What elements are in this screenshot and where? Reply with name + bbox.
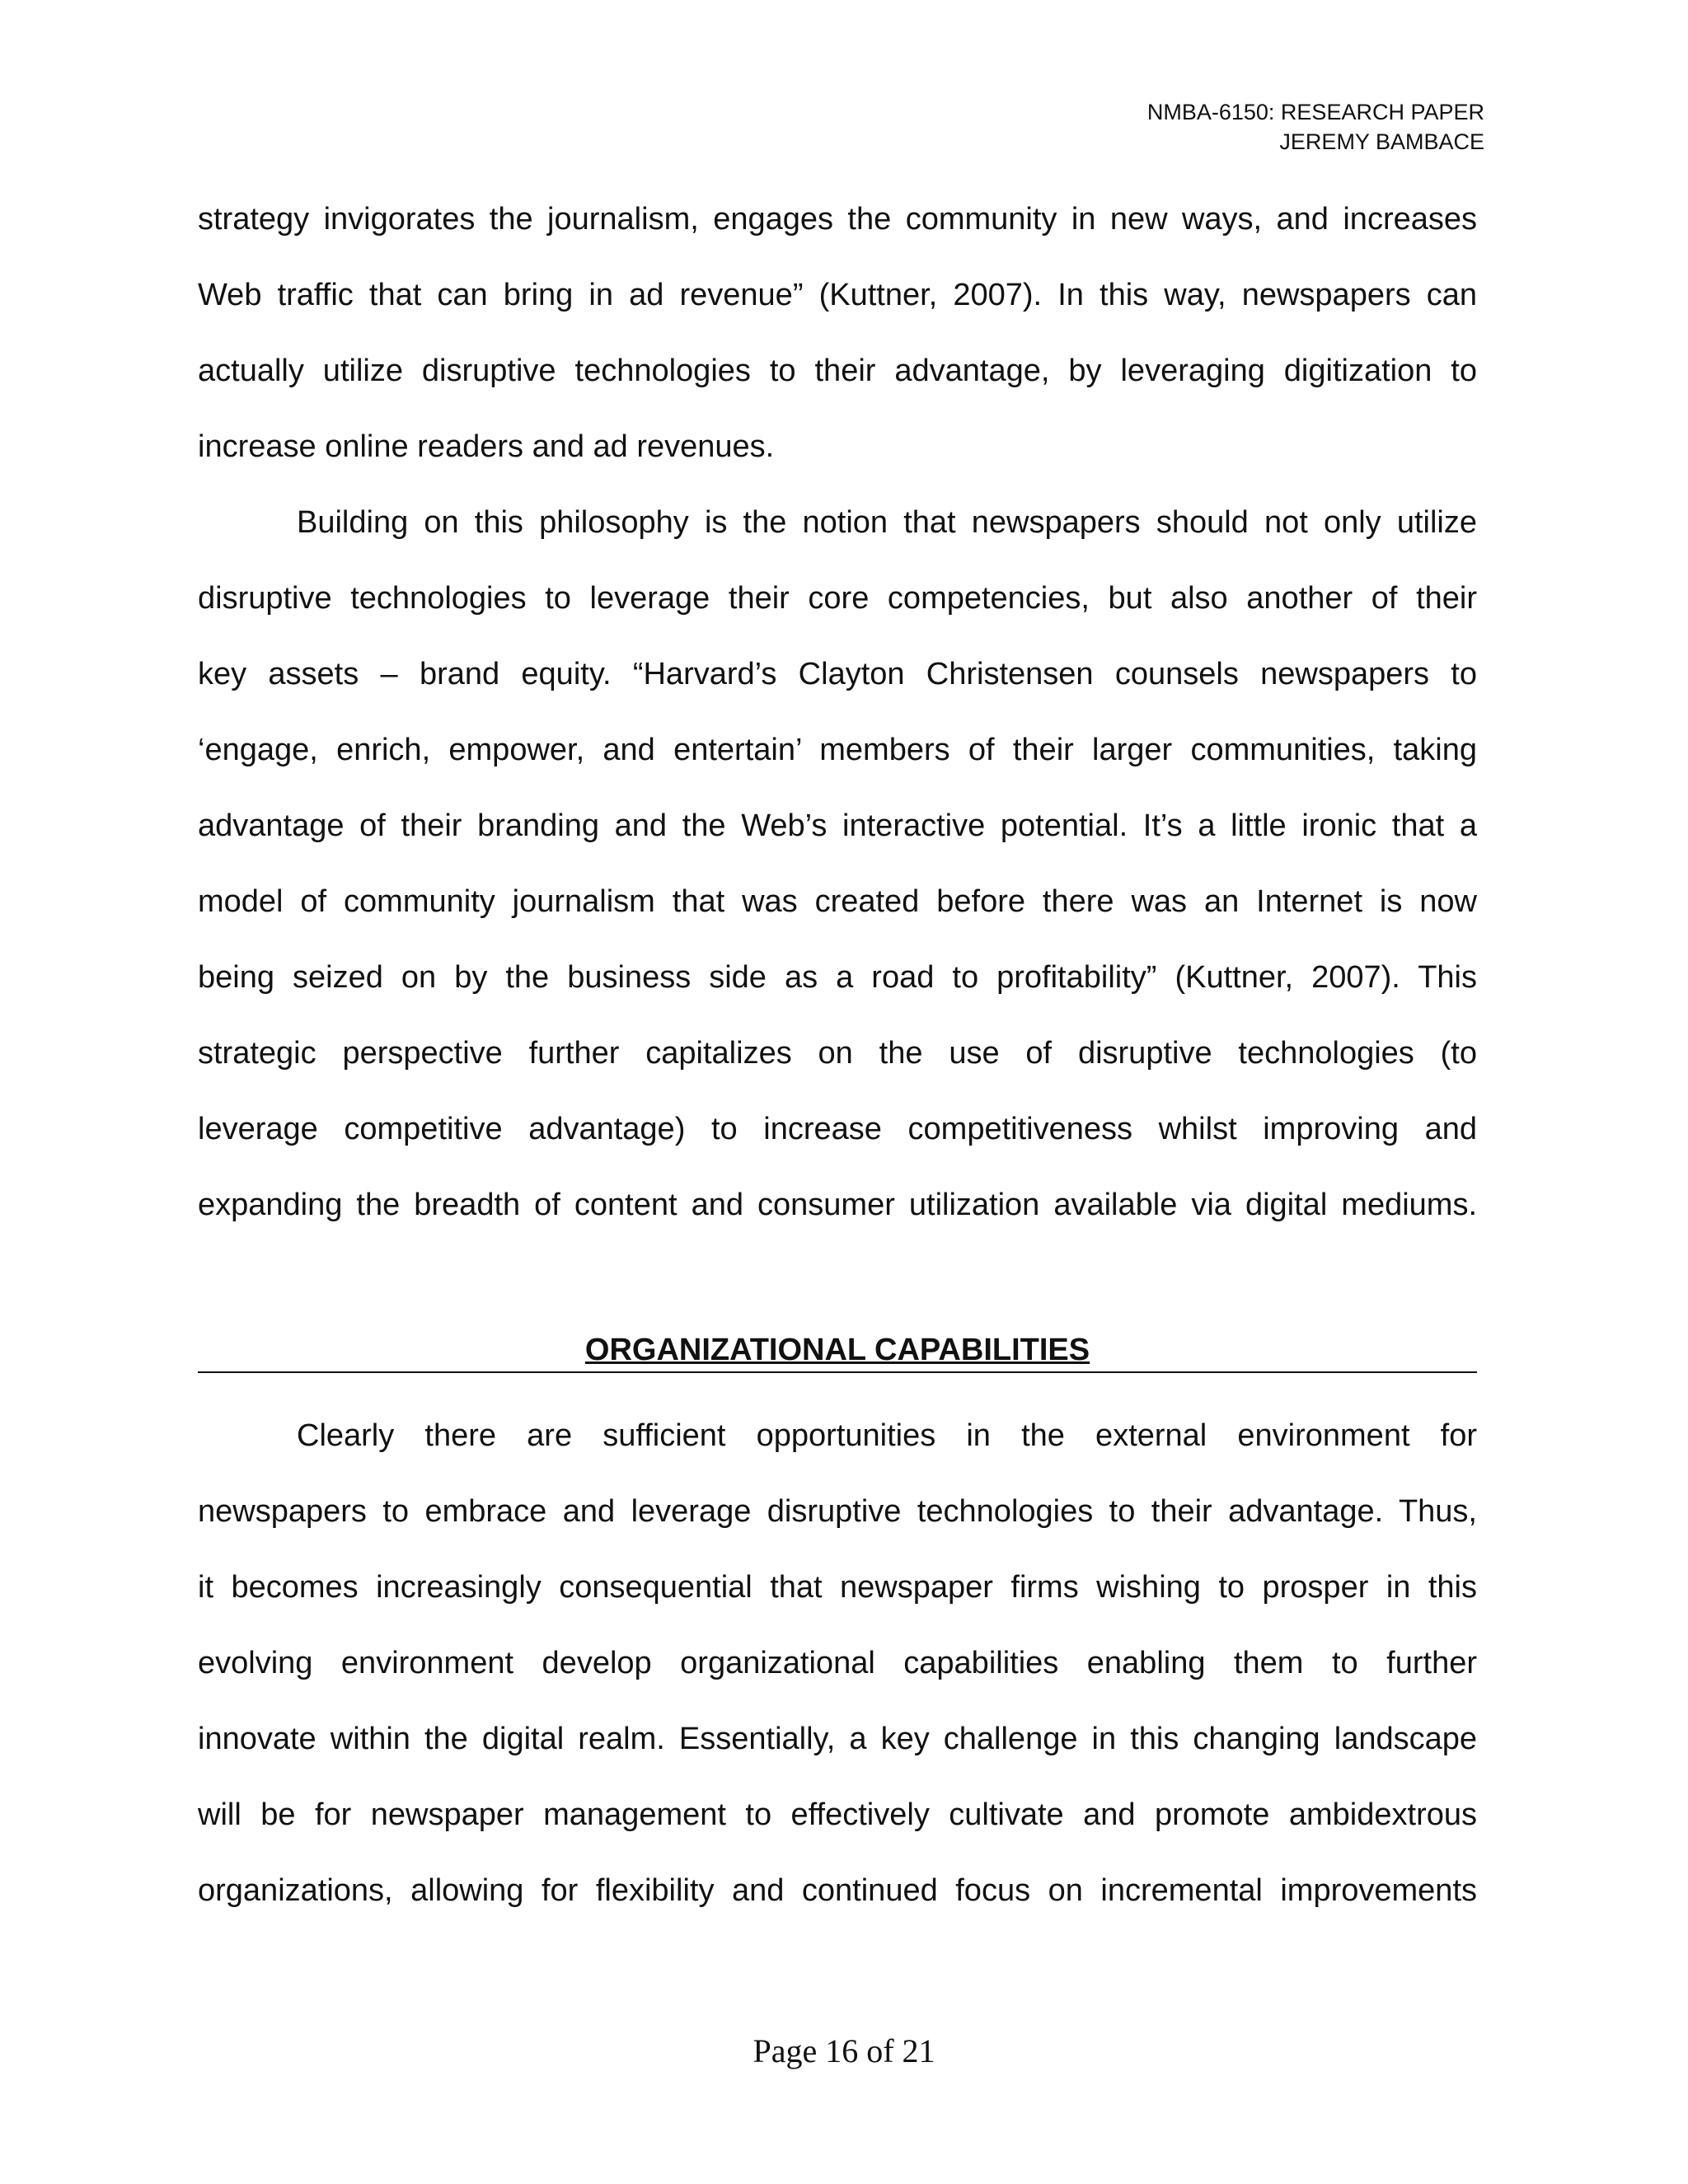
paragraph-line: actually utilize disruptive technologies to their advantage, by leveraging digitization to xyxy=(198,354,1477,388)
paragraph-line: Web traffic that can bring in ad revenue” (Kuttner, 2007). In this way, newspapers can xyxy=(198,278,1477,312)
author-name: JEREMY BAMBACE xyxy=(1279,129,1484,154)
paragraph-line: Building on this philosophy is the notion that newspapers should not only utilize xyxy=(297,505,1477,540)
paragraph-line: will be for newspaper management to effectively cultivate and promote ambidextrous xyxy=(198,1797,1477,1832)
paragraph-line: strategic perspective further capitalizes on the use of disruptive technologies (to xyxy=(198,1036,1477,1071)
paragraph-line: disruptive technologies to leverage their core competencies, but also another of their xyxy=(198,581,1477,616)
course-title: NMBA-6150: RESEARCH PAPER xyxy=(1146,100,1484,124)
paragraph-line: organizations, allowing for flexibility and continued focus on incremental improvements xyxy=(198,1873,1477,1908)
paragraph-line: model of community journalism that was created before there was an Internet is now xyxy=(198,884,1477,919)
paragraph-line: Clearly there are sufficient opportunities in the external environment for xyxy=(297,1418,1477,1453)
paragraph-line: expanding the breadth of content and consumer utilization available via digital mediums. xyxy=(198,1188,1477,1222)
paragraph-line: ‘engage, enrich, empower, and entertain’ members of their larger communities, taking xyxy=(198,733,1477,767)
page-header xyxy=(1147,97,1484,157)
paragraph-line: key assets – brand equity. “Harvard’s Clayton Christensen counsels newspapers to xyxy=(198,657,1477,691)
paragraph-line: being seized on by the business side as a road to profitability” (Kuttner, 2007). This xyxy=(198,960,1477,995)
paragraph-line: leverage competitive advantage) to increase competitiveness whilst improving and xyxy=(198,1112,1477,1146)
section-heading: ORGANIZATIONAL CAPABILITIES xyxy=(584,1333,1090,1367)
paragraph-line: advantage of their branding and the Web’s interactive potential. It’s a little ironic that a xyxy=(198,808,1477,843)
paragraph-line: newspapers to embrace and leverage disruptive technologies to their advantage. Thus, xyxy=(198,1494,1477,1529)
paragraph-line: innovate within the digital realm. Essentially, a key challenge in this changing landscape xyxy=(198,1722,1477,1756)
section-divider xyxy=(198,1371,1477,1373)
paragraph-line: it becomes increasingly consequential that newspaper firms wishing to prosper in this xyxy=(198,1570,1477,1605)
paragraph-line: strategy invigorates the journalism, engages the community in new ways, and increases xyxy=(198,202,1477,237)
page-number: Page 16 of 21 xyxy=(753,2032,935,2069)
paragraph-line: evolving environment develop organizational capabilities enabling them to further xyxy=(198,1646,1477,1680)
paragraph-line: increase online readers and ad revenues. xyxy=(198,429,775,464)
